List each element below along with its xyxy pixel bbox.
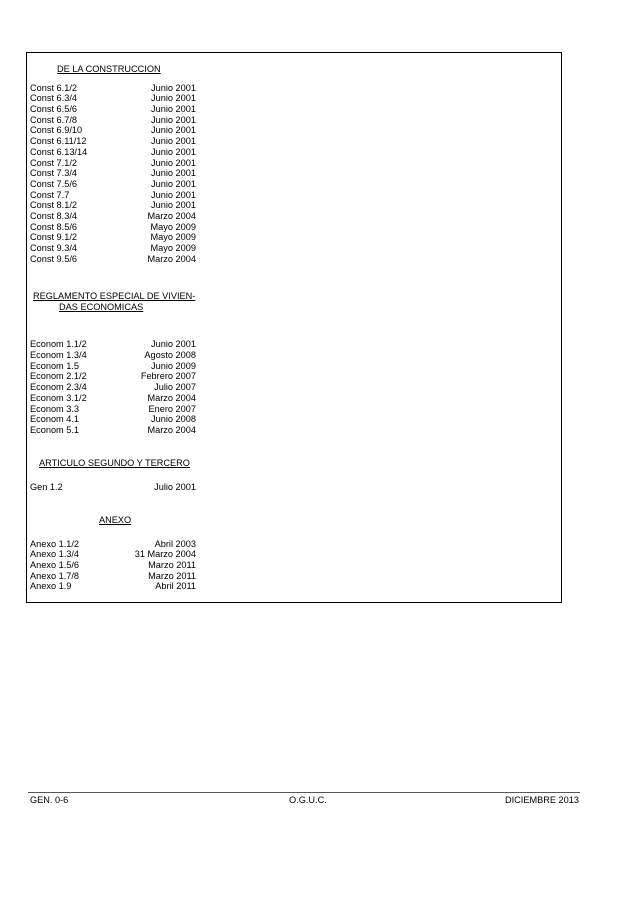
rows-list [30,83,196,265]
item-date: Abril 2011 [155,581,196,592]
item-date: Junio 2009 [151,360,196,371]
list-item [30,104,196,115]
section-title: DE LA CONSTRUCCION [57,64,161,74]
item-date: Junio 2001 [151,200,196,211]
item-code: Const 9.1/2 [30,232,77,243]
list-item [30,136,196,147]
list-item [30,560,196,571]
list-item [30,482,196,493]
item-date: Mayo 2009 [150,232,196,243]
list-item [30,350,196,361]
list-item [30,254,196,265]
item-date: Marzo 2004 [147,210,196,221]
item-code: Anexo 1.3/4 [30,549,80,560]
item-code: Econom 1.3/4 [30,350,87,361]
list-item [30,168,196,179]
item-code: Econom 1.1/2 [30,339,87,350]
item-code: Const 6.9/10 [30,125,83,136]
section-viviendas-economicas [30,291,196,436]
item-code: Const 7.7 [30,189,70,200]
list-item [30,93,196,104]
list-item [30,371,196,382]
item-date: Junio 2001 [151,339,196,350]
footer-rule [28,792,580,793]
list-item [30,414,196,425]
item-date: Mayo 2009 [150,243,196,254]
footer-right: DICIEMBRE 2013 [504,795,579,805]
item-code: Anexo 1.7/8 [30,570,80,581]
list-item [30,581,196,592]
item-code: Anexo 1.1/2 [30,538,80,549]
item-date: Junio 2001 [151,136,196,147]
item-date: Junio 2001 [151,104,196,115]
item-code: Gen 1.2 [30,481,63,492]
item-date: Junio 2001 [151,189,196,200]
item-date: Junio 2001 [151,114,196,125]
list-item [30,539,196,550]
item-date: Junio 2001 [151,168,196,179]
list-item [30,382,196,393]
list-item [30,425,196,436]
item-date: Enero 2007 [148,403,196,414]
item-code: Const 9.3/4 [30,243,77,254]
section-title-line1: REGLAMENTO ESPECIAL DE VIVIEN- [33,291,196,301]
section-title: ANEXO [99,515,132,525]
item-code: Econom 3.1/2 [30,392,87,403]
item-date: Agosto 2008 [144,350,196,361]
list-item [30,211,196,222]
list-item [30,83,196,94]
item-code: Econom 2.3/4 [30,382,87,393]
list-item [30,549,196,560]
item-code: Econom 1.5 [30,360,80,371]
list-item [30,232,196,243]
list-item [30,179,196,190]
section-articulo [30,458,196,492]
section-anexo [30,515,196,592]
item-code: Const 7.1/2 [30,157,77,168]
item-code: Anexo 1.9 [30,581,72,592]
list-item [30,243,196,254]
rows-list [30,539,196,592]
item-code: Const 6.5/6 [30,104,77,115]
item-date: Julio 2001 [154,481,196,492]
item-date: Junio 2001 [151,93,196,104]
item-code: Econom 4.1 [30,414,80,425]
item-code: Const 8.5/6 [30,221,77,232]
item-code: Const 6.1/2 [30,82,77,93]
section-construccion [30,64,196,264]
item-date: Junio 2001 [151,125,196,136]
item-date: Marzo 2004 [147,253,196,264]
item-date: 31 Marzo 2004 [134,549,196,560]
list-item [30,571,196,582]
item-code: Econom 3.3 [30,403,80,414]
footer-left: GEN. 0-6 [30,795,69,805]
section-title-line2: DAS ECONOMICAS [59,301,144,312]
rows-list [30,482,196,493]
list-item [30,125,196,136]
item-date: Mayo 2009 [150,221,196,232]
list-item [30,200,196,211]
list-item [30,339,196,350]
item-code: Const 6.7/8 [30,114,77,125]
list-item [30,222,196,233]
list-item [30,147,196,158]
item-code: Econom 5.1 [30,424,80,435]
item-code: Const 8.1/2 [30,200,77,211]
item-date: Junio 2001 [151,157,196,168]
item-code: Const 8.3/4 [30,210,77,221]
item-date: Junio 2001 [151,82,196,93]
item-date: Marzo 2011 [148,570,196,581]
list-item [30,361,196,372]
list-item [30,115,196,126]
list-item [30,158,196,169]
item-date: Junio 2001 [151,178,196,189]
item-code: Const 6.3/4 [30,93,77,104]
list-item [30,404,196,415]
list-item [30,190,196,201]
item-date: Marzo 2004 [147,392,196,403]
item-code: Const 9.5/6 [30,253,77,264]
footer-center: O.G.U.C. [289,795,327,805]
item-code: Const 6.13/14 [30,146,88,157]
item-date: Febrero 2007 [140,371,196,382]
item-date: Abril 2003 [154,538,196,549]
item-date: Marzo 2004 [147,424,196,435]
item-code: Econom 2.1/2 [30,371,87,382]
item-code: Anexo 1.5/6 [30,560,80,571]
section-title: ARTICULO SEGUNDO Y TERCERO [39,458,190,468]
list-item [30,393,196,404]
item-date: Julio 2007 [154,382,196,393]
rows-list [30,339,196,435]
item-code: Const 7.5/6 [30,178,77,189]
item-date: Junio 2008 [151,414,196,425]
item-date: Junio 2001 [151,146,196,157]
item-date: Marzo 2011 [148,560,196,571]
item-code: Const 6.11/12 [30,136,87,147]
item-code: Const 7.3/4 [30,168,77,179]
